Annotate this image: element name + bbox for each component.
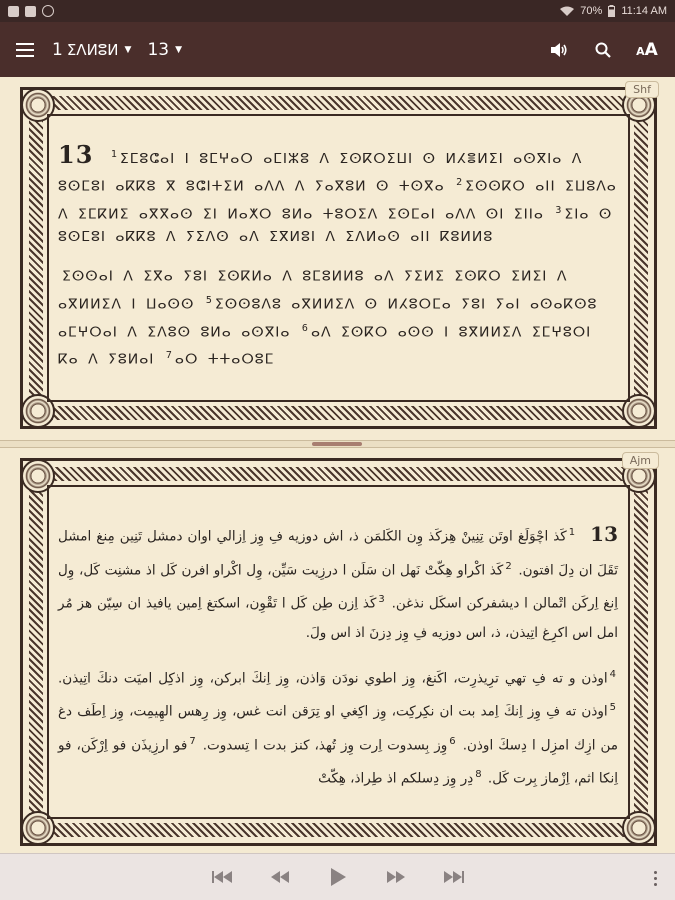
wifi-icon: [560, 6, 574, 17]
search-button[interactable]: [581, 22, 625, 77]
verse-number: 6: [449, 735, 456, 747]
text-size-button[interactable]: [625, 22, 669, 77]
clock: 11:14 AM: [621, 5, 667, 17]
audio-button[interactable]: [537, 22, 581, 77]
verse-number: 5: [609, 702, 616, 713]
more-vert-icon: [654, 871, 657, 874]
flipboard-notification-icon: [25, 6, 36, 17]
speaker-icon: [550, 42, 568, 58]
verse-text[interactable]: اوذن و ته فِ تهي ترِيذرِت، اكَنغ، وِز اطوي نودَن وَاذن، وِز اِنكَ ابركن، وِز اذكِل اميَت دنكَ اتِيذن.: [58, 670, 608, 686]
chevron-down-icon: ▼: [124, 44, 132, 55]
skip-next-button[interactable]: [436, 859, 472, 895]
verse-text[interactable]: وِز بِسدوت اِرت وِز تُهذ، كنز بدت ا تِسدوت.: [202, 737, 448, 753]
fast-forward-button[interactable]: [378, 859, 414, 895]
verse-text[interactable]: اوذن ته فِ وِز اِنكَ اِمد بت ان نكِركِت، وِز اكِغي او تِرَقن انت غس، وِز رِهس الهِيمِت، وِز اِطَف دغ من ازِك امزِل ا دِسكَ اوذن.: [58, 703, 618, 753]
tifinagh-text: [58, 140, 618, 384]
verse-number: 6: [301, 322, 309, 334]
search-icon: [595, 42, 611, 58]
skip-next-icon: [444, 870, 464, 884]
verse-text[interactable]: ⴰⴷ ⵉⵙⴽⵔ ⴰⵙⵙ ⵏ ⵓⴳⵍⵍⵉⴷ ⵉⵎⵖⵓⵔⵏ ⴽⴰ ⴷ ⵢⵓⵍⴰⵏ: [58, 324, 592, 368]
text-size-icon: AA: [636, 39, 658, 60]
verse-text[interactable]: دِر وِز دِسلكم اذ طِراذ، هِكّتْ: [318, 770, 474, 787]
rewind-button[interactable]: [262, 859, 298, 895]
verse-number: 8: [475, 769, 482, 780]
notification-icons: [8, 5, 54, 17]
verse-text[interactable]: ⵉⵙⵙⵓⴷⵓ ⴰⴳⵍⵍⵉⴷ ⵙ ⵍⵃⵓⵔⵎⴰ ⵢⵓⵏ ⵢⴰⵏ ⴰⵙⴰⴽⵙⵓ ⴰⵎⵖⵔⴰⵏ ⴷ ⵉⴷⵓⵙ ⵓⵍⴰ ⴰⵙⴳⵏⴰ: [58, 296, 598, 341]
pane-resize-handle[interactable]: [312, 442, 362, 446]
verse-text[interactable]: ⵉⵏⴰ ⵙ ⵓⵙⵎⵓⵏ ⴰⴽⴽⵓ ⴷ ⵢⵉⴷⵙ ⴰⴷ ⵉⴳⵍⵓⵏ ⴷ ⵉⴷⵍⴰⵙ ⴰⵏⵏ ⴽⵓⵍⵍⵓ: [58, 206, 613, 246]
image-notification-icon: [8, 6, 19, 17]
chapter-number: 13: [147, 39, 170, 60]
chapter-selector[interactable]: [147, 40, 182, 60]
verse-number: 2: [505, 560, 512, 572]
book-selector[interactable]: [52, 40, 131, 60]
fast-forward-icon: [386, 870, 406, 884]
verse-number: 3: [555, 204, 563, 216]
chapter-heading: 13: [58, 140, 94, 169]
verse-number: 7: [189, 735, 196, 747]
chevron-down-icon: ▼: [175, 44, 182, 55]
verse-number: 4: [609, 668, 616, 680]
translation-tag-ajm[interactable]: Ajm: [622, 452, 659, 469]
verse-number: 1: [110, 149, 118, 161]
verse-text[interactable]: كَذ اِزن طِن كَل ا تَقْوِن، اسكتغ اِمين يافيذ ان سِيّن هز مُر امل اس اكرِغ اتِيذن، ذ، اس دوزيه فِ وِز دِزنَ اذ اس ولَ.: [58, 595, 618, 641]
verse-text[interactable]: ⵉⵎⵓⵛⴰⵏ ⵏ ⵓⵎⵖⴰⵔ ⴰⵎⵏⵣⵓ ⴷ ⵉⵙⴽⵔⵉⵡⵏ ⵙ ⵍⵃⴻⵍⵉⵏ ⴰⵙⴳⵏⴰ ⴷ ⵓⵙⵎⵓⵏ ⴰⴽⴽⵓ ⴳ ⵓⵛⵏⵜⵉⵍ ⴰⴷⴷ ⴷ ⵢⴰⴳⵓⵍ ⵙ ⵜⵙⴳⴰ: [58, 151, 583, 195]
rewind-icon: [270, 870, 290, 884]
verse-number: 1: [568, 527, 576, 538]
ornament-corner-icon: [21, 394, 55, 428]
verse-text[interactable]: ⵉⵙⵙⴰⵏ ⴷ ⵉⴳⴰ ⵢⵓⵏ ⵉⵙⴽⵍⴰ ⴷ ⵓⵎⵓⵍⵍⵓ ⴰⴷ ⵢⵉⵍⵉ ⵉⵙⴽⵔ ⵉⵍⵉⵏ ⴷ ⴰⴳⵍⵍⵉⴷ ⵏ ⵡⴰⵙⵙ: [58, 268, 568, 313]
bottom-text-pane[interactable]: [0, 448, 675, 853]
app-toolbar: [0, 22, 675, 77]
play-button[interactable]: [320, 859, 356, 895]
pane-divider: [0, 440, 675, 448]
audio-player: [0, 853, 675, 900]
verse-text[interactable]: كَذ اكْراو هِكّتْ نَهل ان سَلَن ا درزِيت سَيِّن، وِل اكْراو افرن كَل اذ مشنِت كَل، وِل اِنغ اِركَن اتْمالن ا ديشفركن اسكَل نذغن.: [58, 562, 618, 612]
ornament-corner-icon: [21, 88, 55, 122]
paragraph: [58, 140, 618, 249]
top-text-pane[interactable]: [0, 77, 675, 440]
ornament-corner-icon: [622, 811, 656, 845]
verse-number: 3: [378, 594, 385, 605]
translation-tag-shf[interactable]: Shf: [625, 81, 659, 98]
verse-text[interactable]: ⴰⵔ ⵜⵜⴰⵔⵓⵎ: [174, 351, 275, 368]
verse-text[interactable]: ⵉⵙⵙⴽⵔ ⴰⵏⵏ ⵉⵡⵓⴷⴰ ⴷ ⵉⵎⴽⵍⵉ ⴰⴳⴳⴰⵙ ⵉⵏ ⵍⴰⵅⵔ ⵓⵍⴰ ⵜⵓⵔⵉⴷ ⵉⵙⵎⴰⵏ ⴰⴷⴷ ⵙⵏ ⵉⵏⵏⴰ: [58, 178, 617, 223]
battery-percent: 70%: [580, 5, 603, 17]
play-icon: [329, 867, 347, 887]
status-bar: [0, 0, 675, 22]
verse-number: 5: [205, 294, 213, 306]
verse-text[interactable]: كَذ اچْوَلَغ اوتَن تِنِينْ هِزكَذ وِن الكَلمَن ذ، اش دوزيه فِ وِز اِزالي اوان دمشل تَنِين مِنغ امشل تَقَلَ ان دِلَ افتون.: [58, 528, 618, 578]
book-number: 1: [52, 39, 63, 60]
paragraph: [58, 518, 618, 648]
book-name: ⵉⴷⵍⵓⵍ: [66, 40, 119, 59]
battery-icon: [608, 5, 615, 17]
ornament-corner-icon: [21, 459, 55, 493]
more-options-button[interactable]: [645, 866, 665, 890]
verse-number: 2: [456, 177, 464, 188]
skip-previous-icon: [212, 870, 232, 884]
verse-text[interactable]: فو ارزِيذَن فو اِرْكَن، فو اِنكا اثم، اِزْماز بِرت كَل.: [58, 737, 618, 787]
paragraph: [58, 261, 618, 372]
verse-number: 7: [165, 350, 173, 362]
ornament-corner-icon: [21, 811, 55, 845]
ajami-text: [58, 518, 618, 806]
chapter-heading: 13: [590, 521, 618, 546]
ornament-corner-icon: [622, 394, 656, 428]
hamburger-icon: [16, 43, 34, 57]
paragraph: [58, 660, 618, 794]
skip-previous-button[interactable]: [204, 859, 240, 895]
menu-button[interactable]: [0, 22, 50, 77]
app-notification-icon: [42, 5, 54, 17]
